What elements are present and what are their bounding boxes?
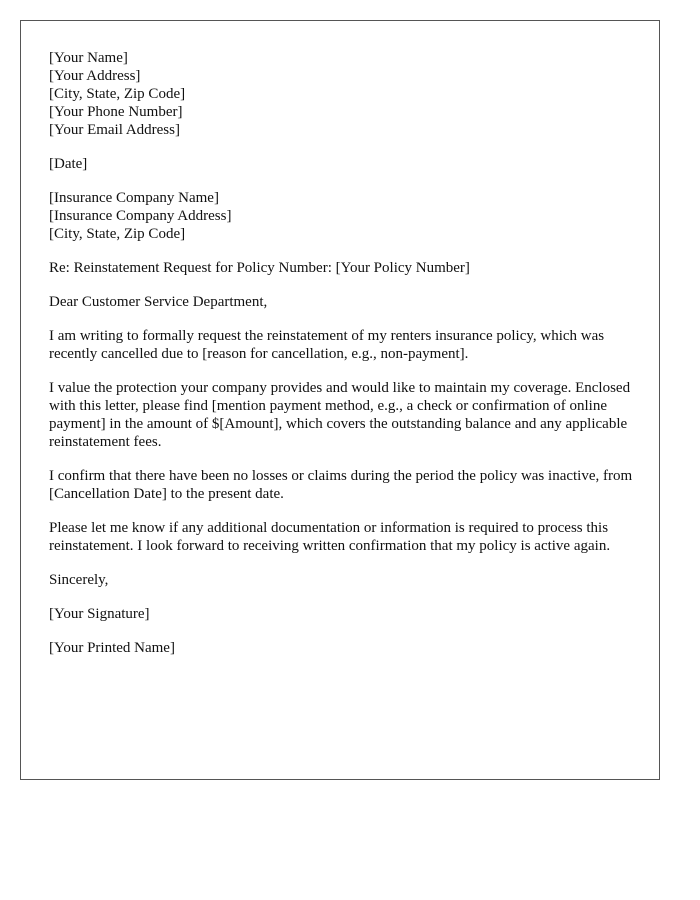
recipient-company-address: [Insurance Company Address]: [49, 208, 232, 224]
sender-phone: [Your Phone Number]: [49, 104, 183, 120]
letter-body: [49, 49, 639, 673]
date-line: [Date]: [49, 156, 88, 172]
sender-address: [Your Address]: [49, 68, 141, 84]
sender-name: [Your Name]: [49, 50, 128, 66]
body-paragraph-1: I am writing to formally request the reinstatement of my renters insurance policy, which was recently cancelled due to [reason for cancellation, e.g., non-payment].: [49, 328, 605, 362]
body-paragraph-3: I confirm that there have been no losses or claims during the period the policy was inactive, from [Cancellation Date] to the present date.: [49, 468, 633, 502]
sender-city-state-zip: [City, State, Zip Code]: [49, 86, 186, 102]
salutation: Dear Customer Service Department,: [49, 294, 268, 310]
recipient-block: [49, 189, 639, 243]
subject-line: Re: Reinstatement Request for Policy Number: [Your Policy Number]: [49, 260, 470, 276]
printed-name: [Your Printed Name]: [49, 640, 175, 656]
body-paragraph-4: Please let me know if any additional documentation or information is required to process this reinstatement. I look forward to receiving written confirmation that my policy is active again.: [49, 520, 611, 554]
recipient-company-name: [Insurance Company Name]: [49, 190, 219, 206]
sender-block: [49, 49, 639, 139]
sender-email: [Your Email Address]: [49, 122, 180, 138]
letter-page: [20, 20, 660, 780]
body-paragraph-2: I value the protection your company provides and would like to maintain my coverage. Enclosed with this letter, please find [mention payment method, e.g., a check or confirmation of online payment] in the amount of $[Amount], which covers the outstanding balance and any applicable reinstatement fees.: [49, 380, 631, 450]
closing: Sincerely,: [49, 572, 109, 588]
recipient-city-state-zip: [City, State, Zip Code]: [49, 226, 186, 242]
signature: [Your Signature]: [49, 606, 150, 622]
